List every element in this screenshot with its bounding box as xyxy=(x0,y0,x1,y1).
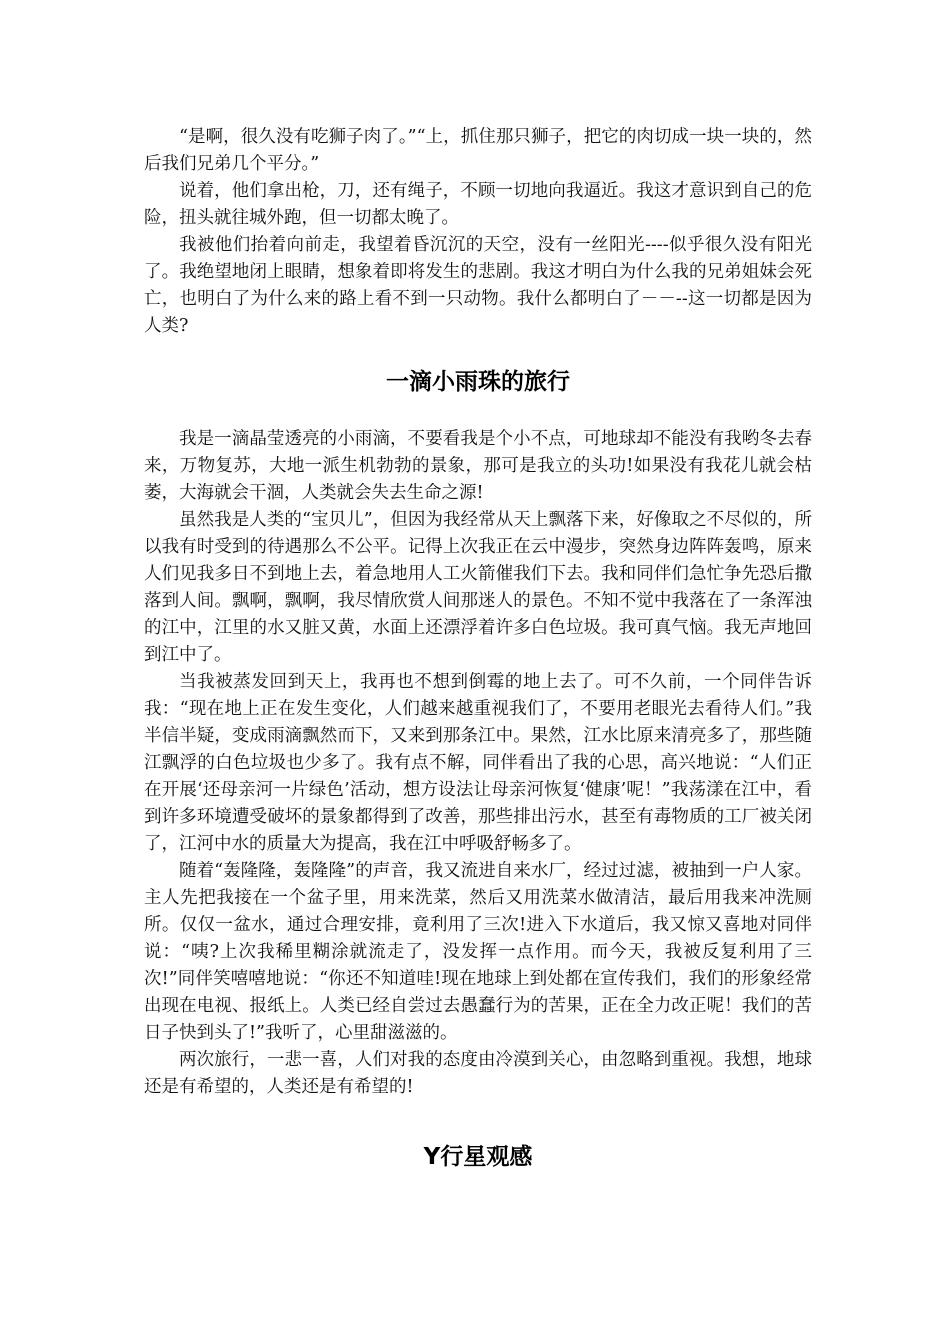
paragraph: 随着“轰隆隆，轰隆隆”的声音，我又流进自来水厂，经过过滤，被抽到一户人家。主人先把我接在一个盆子里，用来洗菜，然后又用洗菜水做清洁，最后用我来冲洗厕所。仅仅一盆水，通过合理安排，竟利用了三次!进入下水道后，我又惊又喜地对同伴说：“咦?上次我稀里糊涂就流走了，没发挥一点作用。而今天，我被反复利用了三次!”同伴笑嘻嘻地说：“你还不知道哇!现在地球上到处都在宣传我们，我们的形象经常出现在电视、报纸上。人类已经自尝过去愚蠢行为的苦果，正在全力改正呢！我们的苦日子快到头了!”我听了，心里甜滋滋的。 xyxy=(144,861,812,1043)
paragraph: 我被他们抬着向前走，我望着昏沉沉的天空，没有一丝阳光----似乎很久没有阳光了。我绝望地闭上眼睛，想象着即将发生的悲剧。我这才明白为什么我的兄弟姐妹会死亡，也明白了为什么来的路上看不到一只动物。我什么都明白了－－--这一切都是因为人类? xyxy=(144,235,812,336)
section-title: 一滴小雨珠的旅行 xyxy=(386,369,570,395)
paragraph: “是啊，很久没有吃狮子肉了。”“上，抓住那只狮子，把它的肉切成一块一块的，然后我们兄弟几个平分。” xyxy=(144,127,812,174)
document-body xyxy=(144,124,812,1173)
section-title: Y行星观感 xyxy=(423,1144,533,1170)
paragraph: 我是一滴晶莹透亮的小雨滴，不要看我是个小不点，可地球却不能没有我哟冬去春来，万物复苏，大地一派生机勃勃的景象，那可是我立的头功!如果没有我花儿就会枯萎，大海就会干涸，人类就会失去生命之源! xyxy=(144,429,812,503)
paragraph: 当我被蒸发回到天上，我再也不想到倒霉的地上去了。可不久前，一个同伴告诉我：“现在地上正在发生变化，人们越来越重视我们了，不要用老眼光去看待人们。”我半信半疑，变成雨滴飘然而下，又来到那条江中。果然，江水比原来清亮多了，那些随江飘浮的白色垃圾也少多了。我有点不解，同伴看出了我的心思，高兴地说：“人们正在开展‘还母亲河一片绿色’活动，想方设法让母亲河恢复‘健康’呢！”我荡漾在江中，看到许多环境遭受破坏的景象都得到了改善，那些排出污水，甚至有毒物质的工厂被关闭了，江河中水的质量大为提高，我在江中呼吸舒畅多了。 xyxy=(144,672,812,854)
paragraph: 虽然我是人类的“宝贝儿”，但因为我经常从天上飘落下来，好像取之不尽似的，所以我有时受到的待遇那么不公平。记得上次我正在云中漫步，突然身边阵阵轰鸣，原来人们见我多日不到地上去，着急地用人工火箭催我们下去。我和同伴们急忙争先恐后撒落到人间。飘啊，飘啊，我尽情欣赏人间那迷人的景色。不知不觉中我落在了一条浑浊的江中，江里的水又脏又黄，水面上还漂浮着许多白色垃圾。我可真气恼。我无声地回到江中了。 xyxy=(144,510,812,665)
paragraph: 说着，他们拿出枪，刀，还有绳子，不顾一切地向我逼近。我这才意识到自己的危险，扭头就往城外跑，但一切都太晚了。 xyxy=(144,181,812,228)
paragraph: 两次旅行，一悲一喜，人们对我的态度由冷漠到关心，由忽略到重视。我想，地球还是有希望的，人类还是有希望的! xyxy=(144,1050,812,1097)
